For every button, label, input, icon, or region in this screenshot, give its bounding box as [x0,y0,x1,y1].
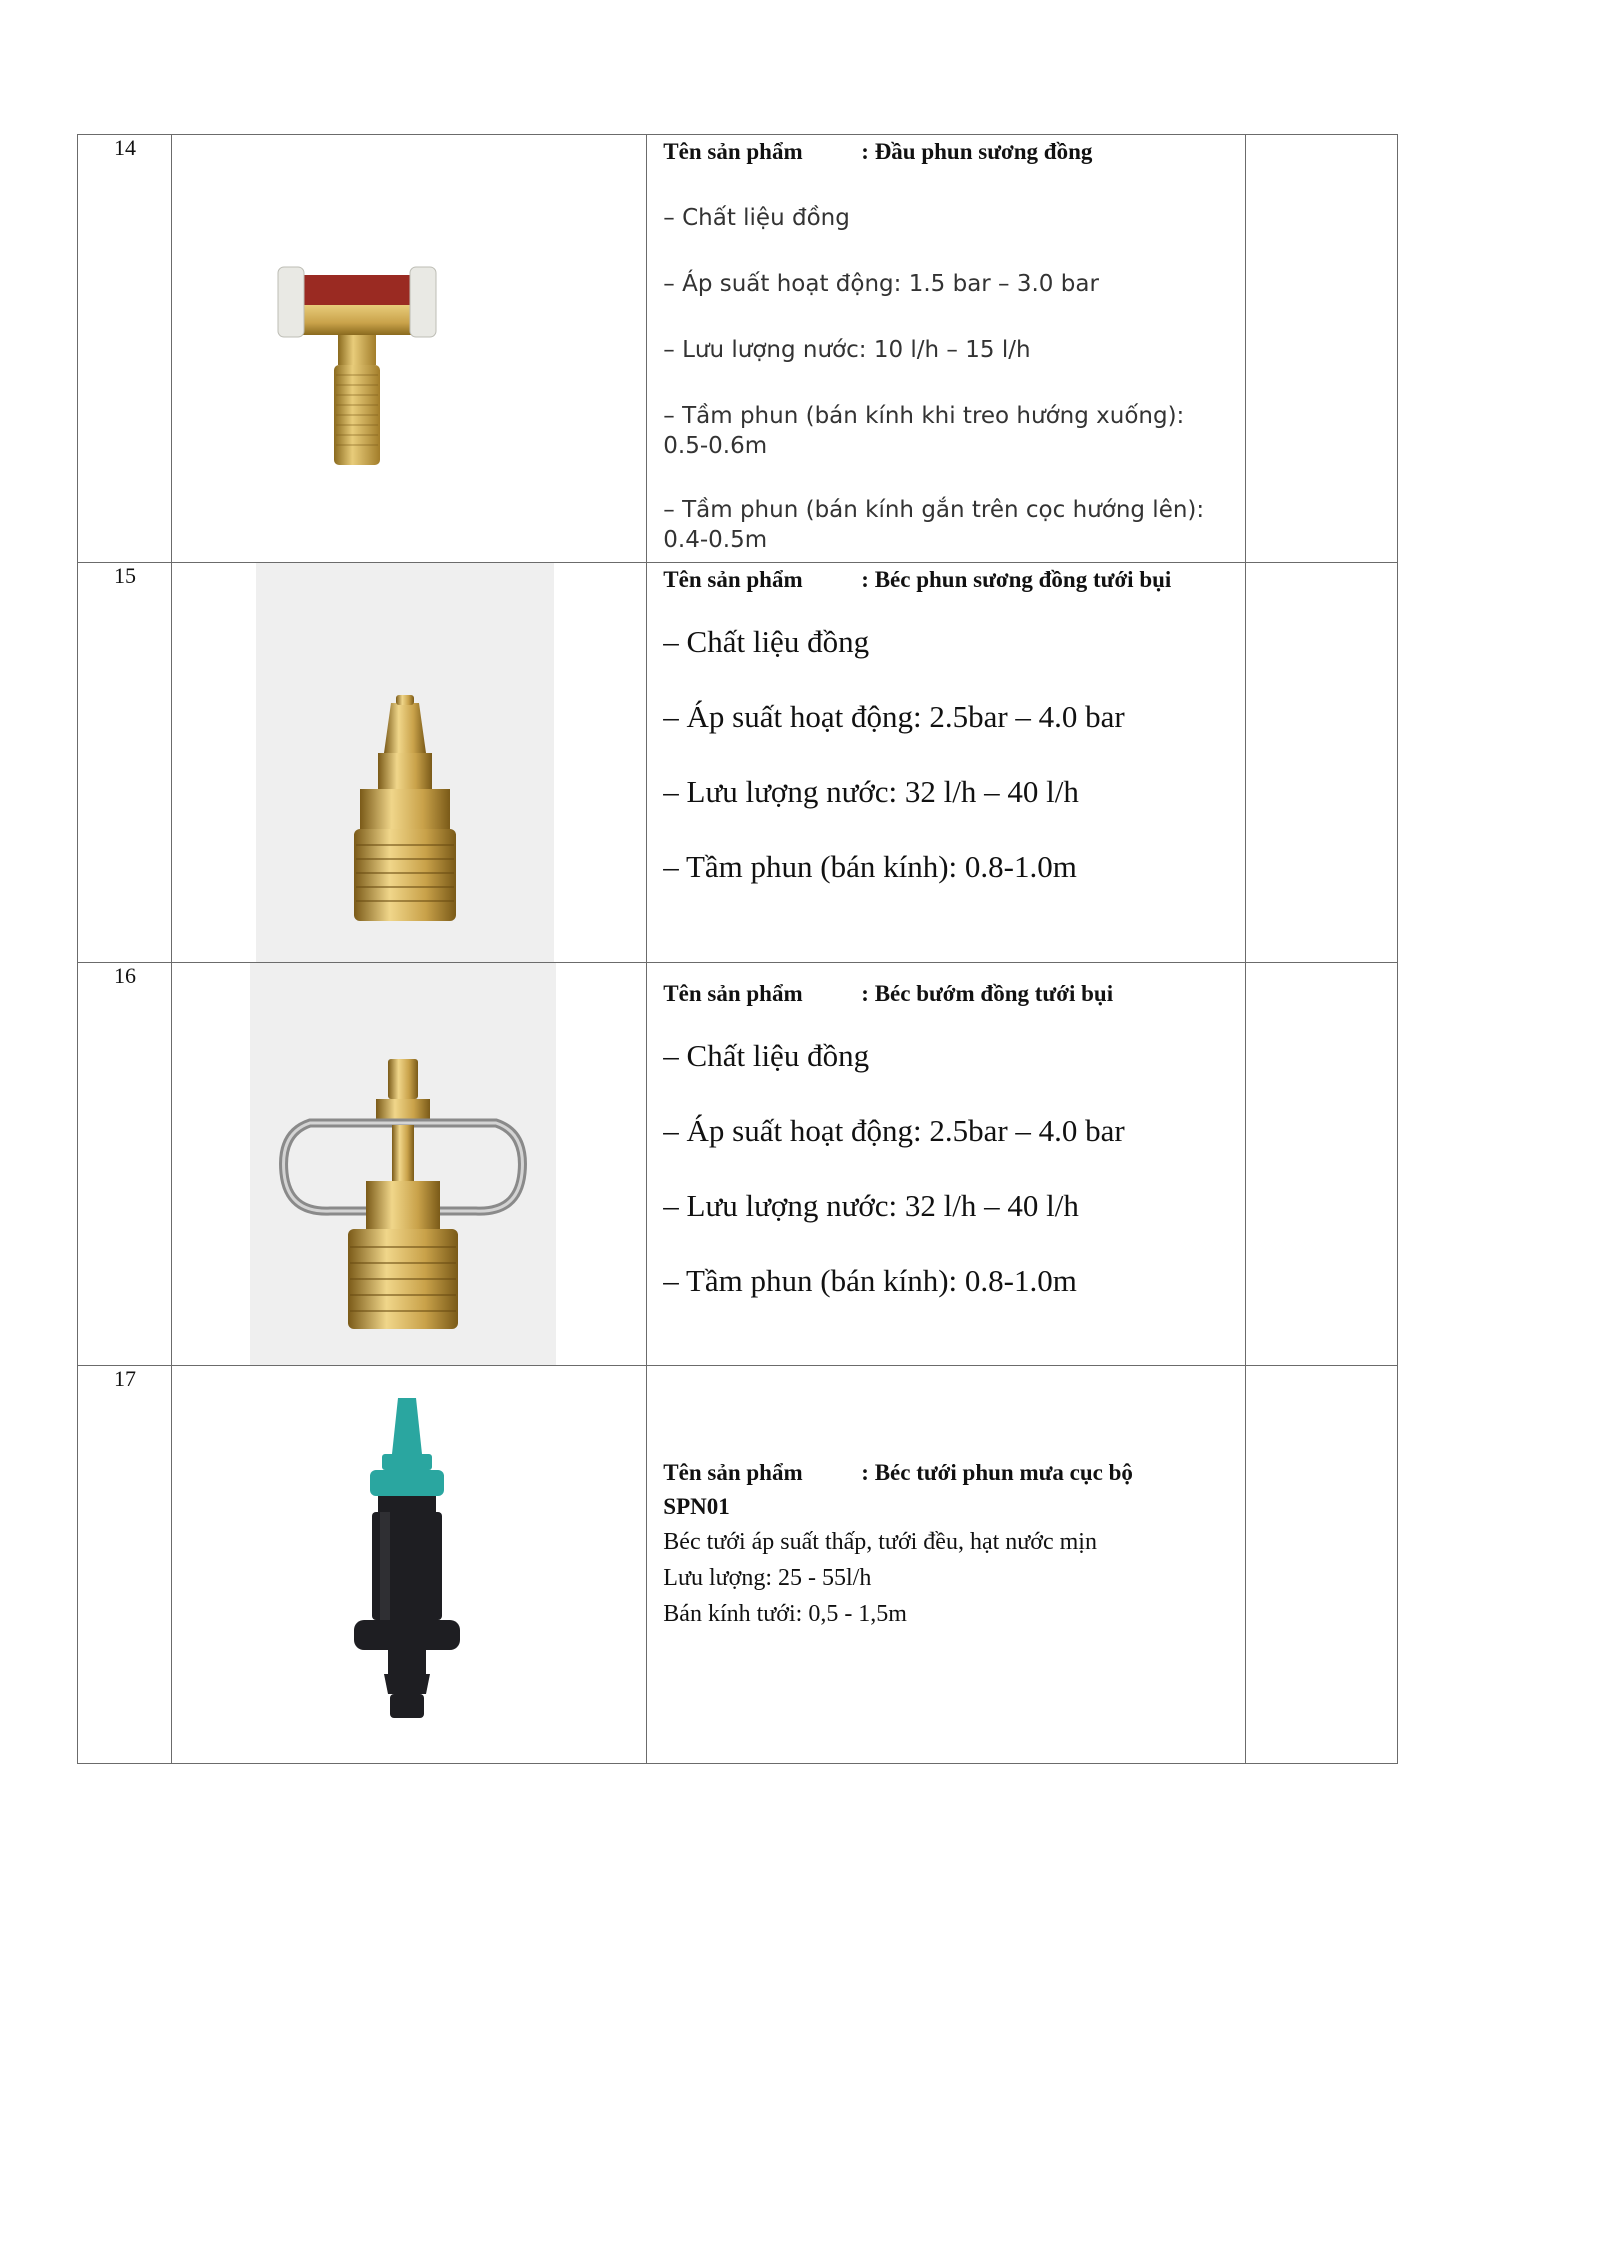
spec-line: – Áp suất hoạt động: 2.5bar – 4.0 bar [663,699,1125,734]
index-cell [78,135,172,563]
product-photo-brass-butterfly-nozzle [250,963,556,1366]
spec-line: – Lưu lượng nước: 10 l/h – 15 l/h [663,337,1031,363]
table-row [78,963,1398,1366]
row-index: 16 [114,963,136,988]
table-row [78,135,1398,563]
empty-cell [1245,1366,1397,1764]
index-cell [78,1366,172,1764]
product-photo-spn01-sprinkler [342,1394,472,1724]
title-value: : Béc tưới phun mưa cục bộ [861,1460,1133,1485]
product-table [77,134,1398,1764]
title-value: : Đầu phun sương đồng [861,139,1093,164]
empty-cell [1245,135,1397,563]
title-label: Tên sản phẩm [663,981,803,1006]
product-photo-brass-mist-nozzle [256,563,554,963]
title-label: Tên sản phẩm [663,567,803,592]
spec-line: – Lưu lượng nước: 32 l/h – 40 l/h [663,1188,1079,1223]
title-label: Tên sản phẩm [663,1460,803,1485]
title-label: Tên sản phẩm [663,139,803,164]
product-title-continued: SPN01 [663,1494,730,1519]
image-cell [172,135,647,563]
image-cell [172,1366,647,1764]
image-cell [172,563,647,963]
spec-line: – Tầm phun (bán kính gắn trên cọc hướng lên): 0.4-0.5m [663,497,1205,553]
image-cell [172,963,647,1366]
description-cell [647,563,1245,963]
empty-cell [1245,963,1397,1366]
table-row [78,1366,1398,1764]
spec-line: – Lưu lượng nước: 32 l/h – 40 l/h [663,774,1079,809]
spec-line: – Tầm phun (bán kính): 0.8-1.0m [663,1263,1077,1298]
product-photo-mist-tee-nozzle [272,255,442,485]
spec-line: – Chất liệu đồng [663,624,870,659]
description-cell [647,1366,1245,1764]
title-value: : Béc phun sương đồng tưới bụi [861,567,1172,592]
spec-line: – Chất liệu đồng [663,205,850,231]
spec-line: – Áp suất hoạt động: 1.5 bar – 3.0 bar [663,271,1099,297]
row-index: 15 [114,563,136,588]
product-title [663,977,1230,1011]
description-cell [647,963,1245,1366]
product-title [663,1456,1230,1490]
spec-line: – Chất liệu đồng [663,1038,870,1073]
spec-line: – Áp suất hoạt động: 2.5bar – 4.0 bar [663,1113,1125,1148]
product-title [663,563,1230,597]
index-cell [78,563,172,963]
empty-cell [1245,563,1397,963]
row-index: 17 [114,1366,136,1391]
description-cell [647,135,1245,563]
index-cell [78,963,172,1366]
spec-line: – Tầm phun (bán kính): 0.8-1.0m [663,849,1077,884]
product-title [663,135,1230,169]
title-value: : Béc bướm đồng tưới bụi [861,981,1114,1006]
spec-line: Bán kính tưới: 0,5 - 1,5m [663,1601,907,1627]
table-row [78,563,1398,963]
row-index: 14 [114,135,136,160]
spec-line: Lưu lượng: 25 - 55l/h [663,1565,872,1591]
spec-line: – Tầm phun (bán kính khi treo hướng xuống): 0.5-0.6m [663,403,1185,459]
spec-line: Béc tưới áp suất thấp, tưới đều, hạt nước mịn [663,1529,1097,1555]
